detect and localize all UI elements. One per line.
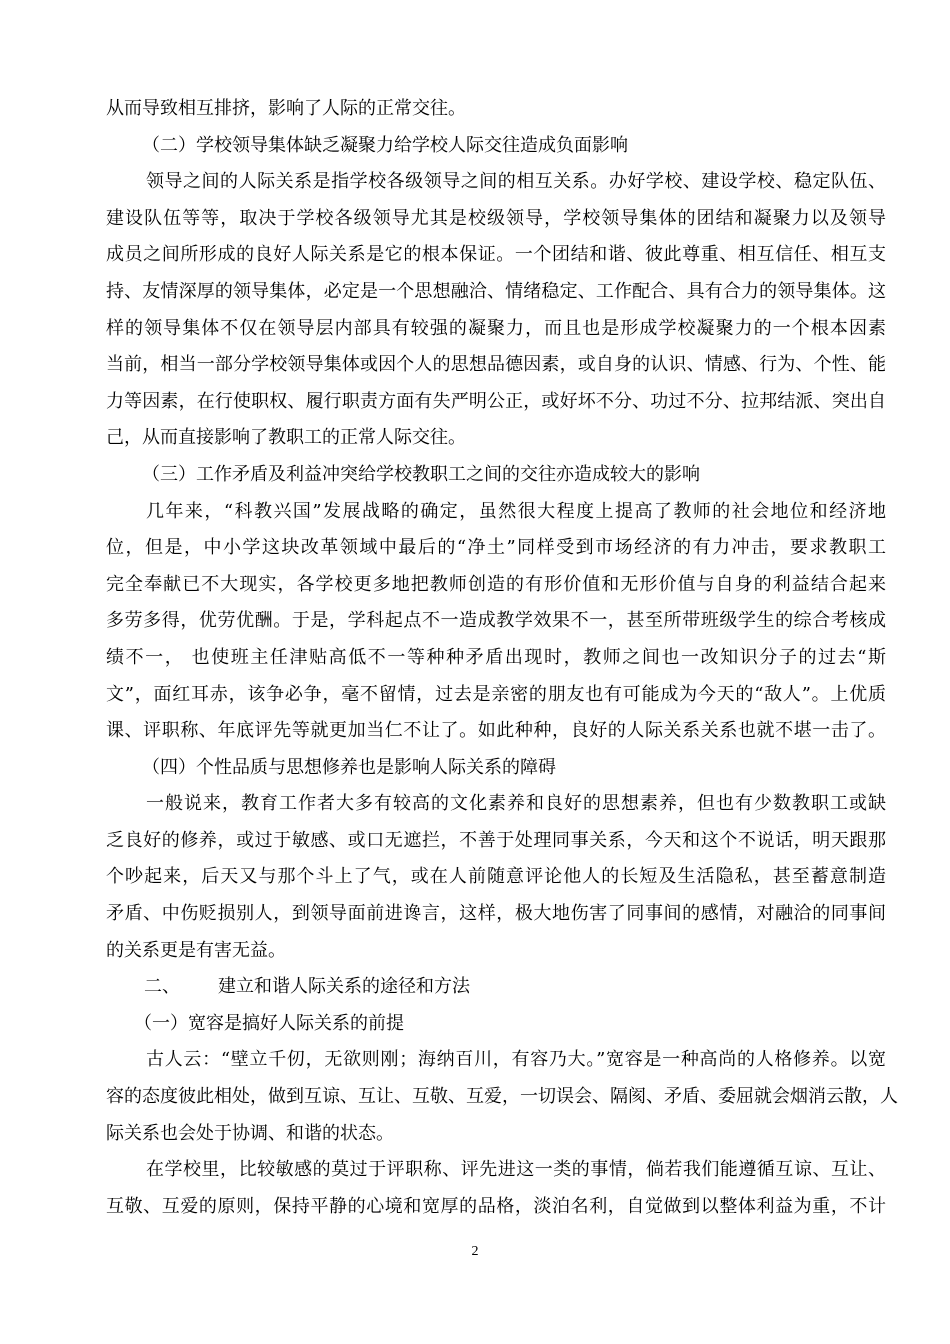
body-line: 样的领导集体不仅在领导层内部具有较强的凝聚力，而且也是形成学校凝聚力的一个根本因素 (106, 317, 886, 339)
paragraph-first-line: 一般说来，教育工作者大多有较高的文化素养和良好的思想素养，但也有少数教职工或缺 (146, 793, 886, 815)
body-line: 绩不一， 也使班主任津贴高低不一等种种矛盾出现时，教师之间也一改知识分子的过去“斯 (106, 646, 886, 668)
body-line: 矛盾、中伤贬损别人，到领导面前进谗言，这样，极大地伤害了同事间的感情，对融洽的同事间 (106, 903, 886, 925)
paragraph-first-line: 几年来，“科教兴国”发展战略的确定，虽然很大程度上提高了教师的社会地位和经济地 (146, 500, 886, 522)
body-line: 乏良好的修养，或过于敏感、或口无遮拦，不善于处理同事关系，今天和这个不说话，明天跟那 (106, 829, 886, 851)
body-line: 的关系更是有害无益。 (106, 939, 286, 961)
subsection-heading: （二）学校领导集体缺乏凝聚力给学校人际交往造成负面影响 (142, 134, 628, 156)
body-line: 持、友情深厚的领导集体，必定是一个思想融洽、情绪稳定、工作配合、具有合力的领导集体。这 (106, 280, 886, 302)
body-line: 互敬、互爱的原则，保持平静的心境和宽厚的品格，淡泊名利，自觉做到以整体利益为重，不计 (106, 1195, 886, 1217)
body-line: 位，但是，中小学这块改革领域中最后的“净土”同样受到市场经济的有力冲击，要求教职工 (106, 537, 886, 559)
paragraph-first-line: 领导之间的人际关系是指学校各级领导之间的相互关系。办好学校、建设学校、稳定队伍、 (146, 171, 886, 193)
body-line: 文”，面红耳赤，该争必争，毫不留情，过去是亲密的朋友也有可能成为今天的“敌人”。上优质 (106, 683, 886, 705)
body-line: 己，从而直接影响了教职工的正常人际交往。 (106, 427, 466, 449)
body-line: 个吵起来，后天又与那个斗上了气，或在人前随意评论他人的长短及生活隐私，甚至蓄意制造 (106, 866, 886, 888)
body-line: 力等因素，在行使职权、履行职责方面有失严明公正，或好坏不分、功过不分、拉邦结派、突出自 (106, 390, 886, 412)
section-title: 建立和谐人际关系的途径和方法 (218, 976, 470, 998)
body-line: 当前，相当一部分学校领导集体或因个人的思想品德因素，或自身的认识、情感、行为、个性、能 (106, 354, 886, 376)
body-line: 际关系也会处于协调、和谐的状态。 (106, 1122, 394, 1144)
subsection-heading: （三）工作矛盾及利益冲突给学校教职工之间的交往亦造成较大的影响 (142, 463, 700, 485)
body-line: 建设队伍等等，取决于学校各级领导尤其是校级领导，学校领导集体的团结和凝聚力以及领导 (106, 207, 886, 229)
body-line: 成员之间所形成的良好人际关系是它的根本保证。一个团结和谐、彼此尊重、相互信任、相互支 (106, 244, 886, 266)
page-number: 2 (471, 1244, 479, 1259)
subsection-heading: （一）宽容是搞好人际关系的前提 (134, 1012, 404, 1034)
paragraph-first-line: 古人云：“壁立千仞，无欲则刚；海纳百川，有容乃大。”宽容是一种高尚的人格修养。以宽 (146, 1049, 886, 1071)
section-number: 二、 (144, 976, 180, 998)
body-line: 从而导致相互排挤，影响了人际的正常交往。 (106, 98, 466, 119)
subsection-heading: （四）个性品质与思想修养也是影响人际关系的障碍 (142, 756, 556, 778)
body-line: 容的态度彼此相处，做到互谅、互让、互敬、互爱，一切误会、隔阂、矛盾、委屈就会烟消云散，人 (106, 1086, 898, 1108)
section-heading (106, 969, 886, 1006)
body-line: 完全奉献已不大现实，各学校更多地把教师创造的有形价值和无形价值与自身的利益结合起来 (106, 573, 886, 595)
paragraph-first-line: 在学校里，比较敏感的莫过于评职称、评先进这一类的事情，倘若我们能遵循互谅、互让、 (146, 1159, 886, 1181)
document-body (106, 91, 898, 1225)
body-line: 多劳多得，优劳优酬。于是，学科起点不一造成教学效果不一，甚至所带班级学生的综合考核成 (106, 610, 886, 632)
body-line: 课、评职称、年底评先等就更加当仁不让了。如此种种，良好的人际关系关系也就不堪一击了。 (106, 720, 886, 742)
